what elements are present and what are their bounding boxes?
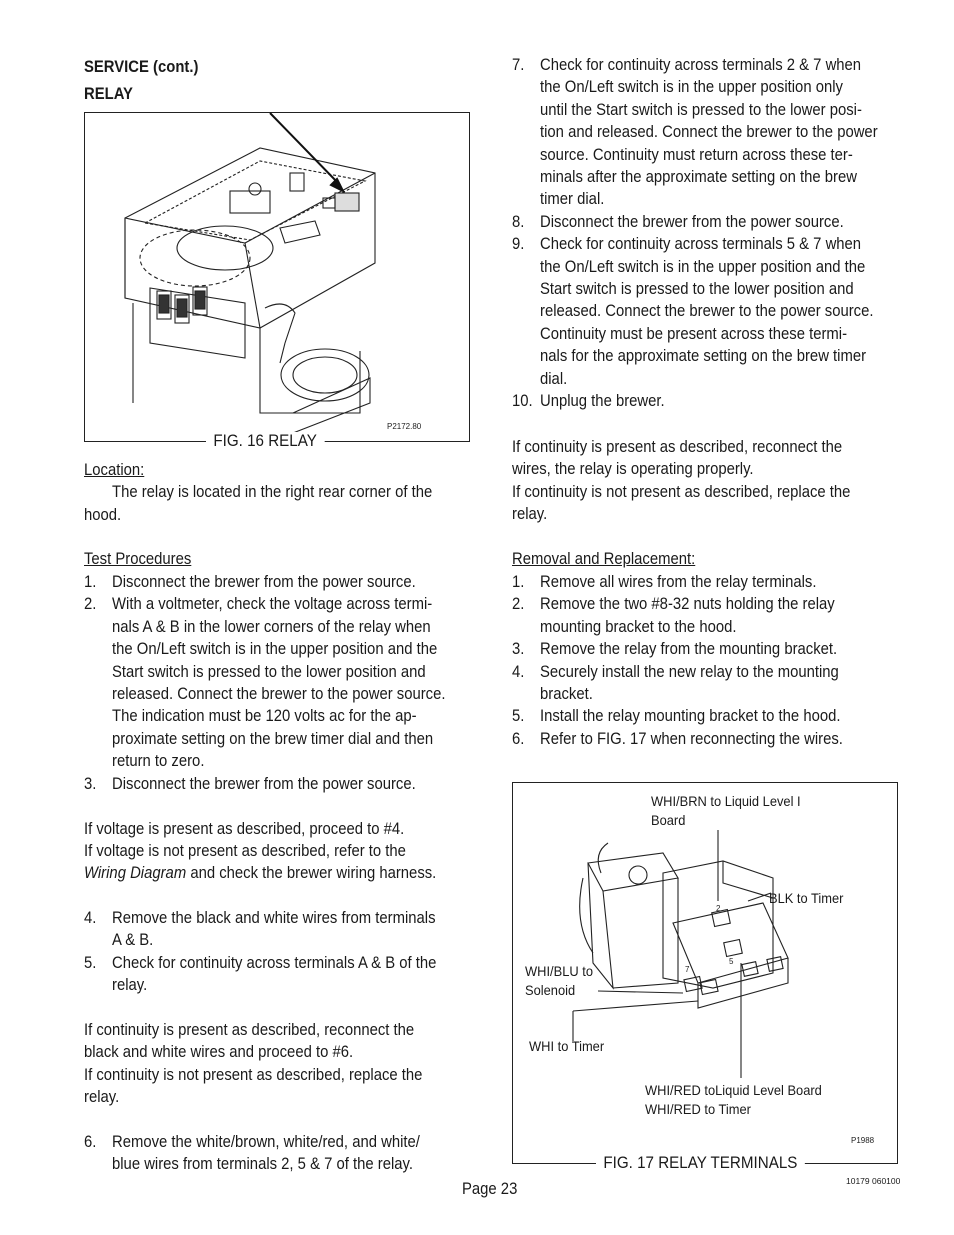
step-text-line: Start switch is pressed to the lower position and <box>112 662 426 681</box>
fig17-frame <box>512 782 898 1164</box>
step-number: 3. <box>512 640 525 659</box>
step-number: 6. <box>84 1133 97 1151</box>
step-text-line: the On/Left switch is in the upper position and the <box>112 640 438 659</box>
step-text-line: A & B. <box>112 931 154 950</box>
step-text-line: dial. <box>540 369 568 388</box>
step-text-line: tion and released. Connect the brewer to the power <box>540 123 878 142</box>
terminal-5-label: 5 <box>729 957 734 966</box>
step-text-line: Unplug the brewer. <box>540 392 665 410</box>
fig16-caption: FIG. 16 RELAY <box>206 432 324 451</box>
subsection-heading: RELAY <box>84 85 133 103</box>
step-number: 5. <box>512 707 525 726</box>
voltage-paragraph-line-2: If voltage is not present as described, refer to the <box>84 842 406 860</box>
step-number: 7. <box>512 56 525 74</box>
step-number: 6. <box>512 729 525 748</box>
terminal-7-label: 7 <box>685 965 690 974</box>
step-text-line: Check for continuity across terminals 5 & 7 when <box>540 235 862 254</box>
location-line-1: The relay is located in the right rear corner of the <box>112 483 433 501</box>
step-text-line: return to zero. <box>112 752 205 771</box>
step-text-line: source. Continuity must return across these ter- <box>540 145 853 164</box>
step-number: 1. <box>512 573 525 591</box>
section-heading: SERVICE (cont.) <box>84 58 199 76</box>
paragraph-line: If continuity is not present as described, replace the <box>84 1065 423 1084</box>
paragraph-line: If continuity is not present as described, replace the <box>512 482 851 501</box>
step-text-line: Disconnect the brewer from the power source. <box>540 212 844 231</box>
fig16-code: P2172.80 <box>387 422 422 431</box>
label-whi-red-line-2: WHI/RED to Timer <box>645 1101 751 1117</box>
fig17-code: P1988 <box>851 1136 875 1145</box>
step-text-line: Check for continuity across terminals A & B of the <box>112 953 437 972</box>
relay-location-illustration <box>85 113 471 443</box>
paragraph-line: If continuity is present as described, reconnect the <box>512 438 843 456</box>
step-text-line: relay. <box>112 976 148 995</box>
label-whi-blu-line-2: Solenoid <box>525 982 576 998</box>
wiring-diagram-ref: Wiring Diagram <box>84 864 187 882</box>
paragraph-line: relay. <box>512 505 548 524</box>
step-text-line: nals A & B in the lower corners of the relay when <box>112 617 431 636</box>
voltage-paragraph-tail: and check the brewer wiring harness. <box>186 864 437 882</box>
step-text-line: Remove the white/brown, white/red, and white/ <box>112 1133 420 1151</box>
step-text-line: bracket. <box>540 685 593 703</box>
step-number: 4. <box>84 909 97 927</box>
step-text-line: Securely install the new relay to the mounting <box>540 662 839 681</box>
step-text-line: Remove all wires from the relay terminals. <box>540 573 817 591</box>
paragraph-line: If continuity is present as described, reconnect the <box>84 1021 415 1039</box>
label-whi-timer: WHI to Timer <box>529 1038 605 1054</box>
step-text-line: proximate setting on the brew timer dial and then <box>112 729 434 748</box>
label-whi-brn-line-1: WHI/BRN to Liquid Level I <box>651 793 801 809</box>
test-procedures-heading: Test Procedures <box>84 550 192 568</box>
step-text-line: Remove the two #8-32 nuts holding the relay <box>540 595 835 614</box>
fig17-caption: FIG. 17 RELAY TERMINALS <box>596 1154 805 1173</box>
step-number: 4. <box>512 662 525 681</box>
label-blk-timer: BLK to Timer <box>769 890 844 906</box>
removal-heading: Removal and Replacement: <box>512 550 696 568</box>
step-text-line: the On/Left switch is in the upper position only <box>540 78 843 97</box>
step-text-line: Continuity must be present across these termi- <box>540 324 848 343</box>
doc-code: 10179 060100 <box>846 1176 901 1186</box>
step-text-line: released. Connect the brewer to the power source. <box>540 302 874 321</box>
label-whi-brn-line-2: Board <box>651 812 686 828</box>
step-number: 5. <box>84 953 97 972</box>
step-text-line: The indication must be 120 volts ac for the ap- <box>112 707 417 726</box>
paragraph-line: wires, the relay is operating properly. <box>512 460 754 479</box>
step-number: 1. <box>84 573 97 591</box>
step-text-line: nals for the approximate setting on the brew timer <box>540 347 867 366</box>
step-text-line: blue wires from terminals 2, 5 & 7 of the relay. <box>112 1155 413 1174</box>
step-text-line: Remove the relay from the mounting bracket. <box>540 640 838 659</box>
step-number: 3. <box>84 774 97 793</box>
page-number: Page 23 <box>462 1180 518 1198</box>
paragraph-line: relay. <box>84 1088 120 1107</box>
step-text-line: mounting bracket to the hood. <box>540 617 737 636</box>
location-line-2: hood. <box>84 506 122 524</box>
location-heading: Location: <box>84 461 145 479</box>
step-text-line: Check for continuity across terminals 2 & 7 when <box>540 56 862 74</box>
voltage-paragraph-line-1: If voltage is present as described, proceed to #4. <box>84 820 405 838</box>
step-text-line: timer dial. <box>540 190 605 209</box>
step-number: 10. <box>512 392 533 410</box>
paragraph-line: black and white wires and proceed to #6. <box>84 1043 354 1062</box>
terminal-2-label: 2 <box>716 904 721 913</box>
step-text-line: minals after the approximate setting on the brew <box>540 168 857 186</box>
step-number: 9. <box>512 235 525 254</box>
step-number: 2. <box>84 595 97 614</box>
label-whi-red-line-1: WHI/RED toLiquid Level Board <box>645 1082 822 1098</box>
step-text-line: Disconnect the brewer from the power source. <box>112 774 416 793</box>
fig16-frame <box>84 112 470 442</box>
step-text-line: With a voltmeter, check the voltage across termi- <box>112 595 433 614</box>
step-text-line: until the Start switch is pressed to the lower posi- <box>540 100 862 119</box>
step-text-line: Start switch is pressed to the lower position and <box>540 280 854 298</box>
step-text-line: Disconnect the brewer from the power source. <box>112 573 416 591</box>
step-text-line: Remove the black and white wires from terminals <box>112 909 436 927</box>
step-text-line: released. Connect the brewer to the power source. <box>112 685 446 703</box>
step-text-line: Install the relay mounting bracket to the hood. <box>540 707 841 726</box>
step-number: 2. <box>512 595 525 614</box>
step-text-line: Refer to FIG. 17 when reconnecting the wires. <box>540 729 843 748</box>
label-whi-blu-line-1: WHI/BLU to <box>525 963 593 979</box>
voltage-paragraph-line-3 <box>84 862 436 884</box>
step-text-line: the On/Left switch is in the upper position and the <box>540 257 866 276</box>
step-number: 8. <box>512 212 525 231</box>
